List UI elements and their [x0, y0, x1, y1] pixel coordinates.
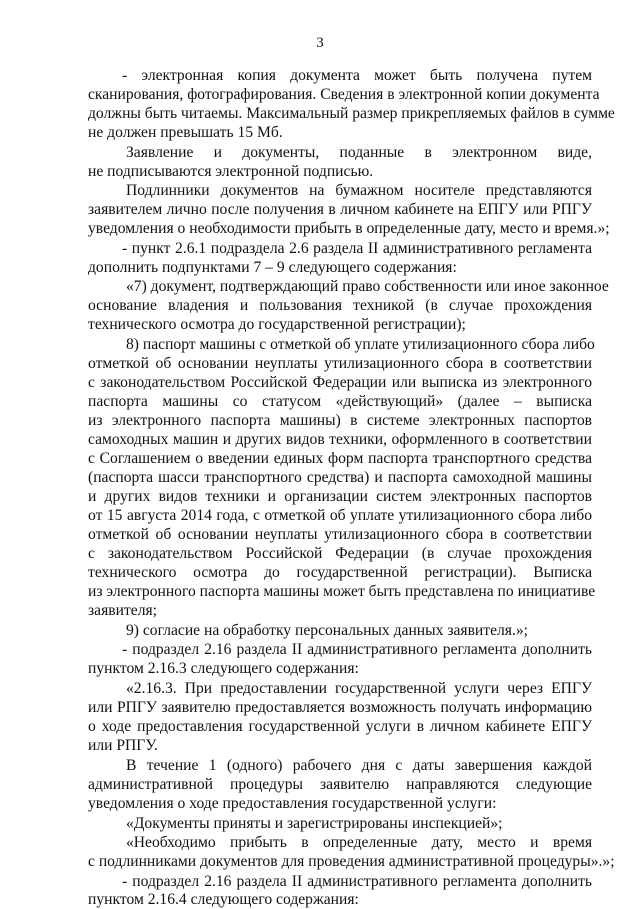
text-line: уведомления о необходимости прибыть в определенные дату, место и время.»; [88, 220, 610, 237]
text-line: «7) документ, подтверждающий право собственности или иное законное [126, 278, 609, 295]
text-line: технического осмотра до государственной регистрации). Выписка [88, 564, 592, 581]
text-line: самоходных машин и других видов техники, оформленного в соответствии [88, 431, 592, 448]
text-line: о ходе предоставления государственной услуги в личном кабинете ЕПГУ [88, 718, 592, 735]
text-line: - подраздел 2.16 раздела II административного регламента дополнить [122, 641, 592, 658]
text-line: - подраздел 2.16 раздела II административного регламента дополнить [122, 873, 592, 890]
text-line: или РПГУ заявителю предоставляется возможность получать информацию [88, 699, 592, 716]
text-line: с законодательством Российской Федерации (в случае прохождения [88, 545, 592, 562]
text-line: не подписываются электронной подписью. [88, 163, 374, 180]
text-line: - электронная копия документа может быть получена путем [122, 67, 592, 84]
text-line: или РПГУ. [88, 737, 158, 754]
text-line: уведомления о ходе предоставления государственной услуги: [88, 795, 497, 812]
text-line: должны быть читаемы. Максимальный размер прикрепляемых файлов в сумме [88, 105, 615, 122]
text-line: заявителем лично после получения в личном кабинете на ЕПГУ или РПГУ [88, 201, 592, 218]
text-line: «2.16.3. При предоставлении государственной услуги через ЕПГУ [126, 680, 592, 697]
text-line: отметкой об основании неуплаты утилизационного сбора в соответствии [88, 526, 592, 543]
text-line: пунктом 2.16.4 следующего содержания: [88, 891, 359, 908]
page-number: 3 [316, 35, 324, 51]
text-line: «Необходимо прибыть в определенные дату, место и время [126, 834, 592, 851]
text-line: от 15 августа 2014 года, с отметкой об уплате утилизационного сбора либо [88, 507, 592, 524]
text-line: пунктом 2.16.3 следующего содержания: [88, 660, 359, 677]
text-line: дополнить подпунктами 7 – 9 следующего содержания: [88, 259, 457, 276]
text-line: из электронного паспорта машины может быть представлена по инициативе [88, 583, 596, 600]
text-line: с законодательством Российской Федерации или выписка из электронного [88, 374, 592, 391]
text-line: с Соглашением о введении единых форм паспорта транспортного средства [88, 450, 592, 467]
text-line: паспорта машины со статусом «действующий» (далее – выписка [88, 393, 592, 410]
text-line: сканирования, фотографирования. Сведения в электронной копии документа [88, 86, 600, 103]
text-line: основание владения и пользования техникой (в случае прохождения [88, 297, 592, 314]
text-line: 8) паспорт машины с отметкой об уплате утилизационного сбора либо [126, 336, 595, 353]
text-line: административной процедуры заявителю направляются следующие [88, 776, 592, 793]
text-line: - пункт 2.6.1 подраздела 2.6 раздела II административного регламента [122, 240, 592, 257]
text-line: заявителя; [88, 602, 157, 619]
text-line: Подлинники документов на бумажном носителе представляются [126, 182, 592, 199]
text-line: из электронного паспорта машины) в системе электронных паспортов [88, 412, 592, 429]
text-line: 9) согласие на обработку персональных данных заявителя.»; [126, 622, 528, 639]
text-line: технического осмотра до государственной регистрации); [88, 316, 466, 333]
text-line: (паспорта шасси транспортного средства) и паспорта самоходной машины [88, 469, 592, 486]
text-line: с подлинниками документов для проведения административной процедуры».»; [88, 853, 615, 870]
text-line: Заявление и документы, поданные в электронном виде, [126, 144, 592, 161]
text-line: отметкой об основании неуплаты утилизационного сбора в соответствии [88, 355, 592, 372]
text-line: «Документы приняты и зарегистрированы инспекцией»; [126, 815, 503, 832]
text-line: не должен превышать 15 Мб. [88, 124, 283, 141]
text-line: В течение 1 (одного) рабочего дня с даты завершения каждой [126, 757, 592, 774]
text-line: и других видов техники и организации систем электронных паспортов [88, 488, 592, 505]
